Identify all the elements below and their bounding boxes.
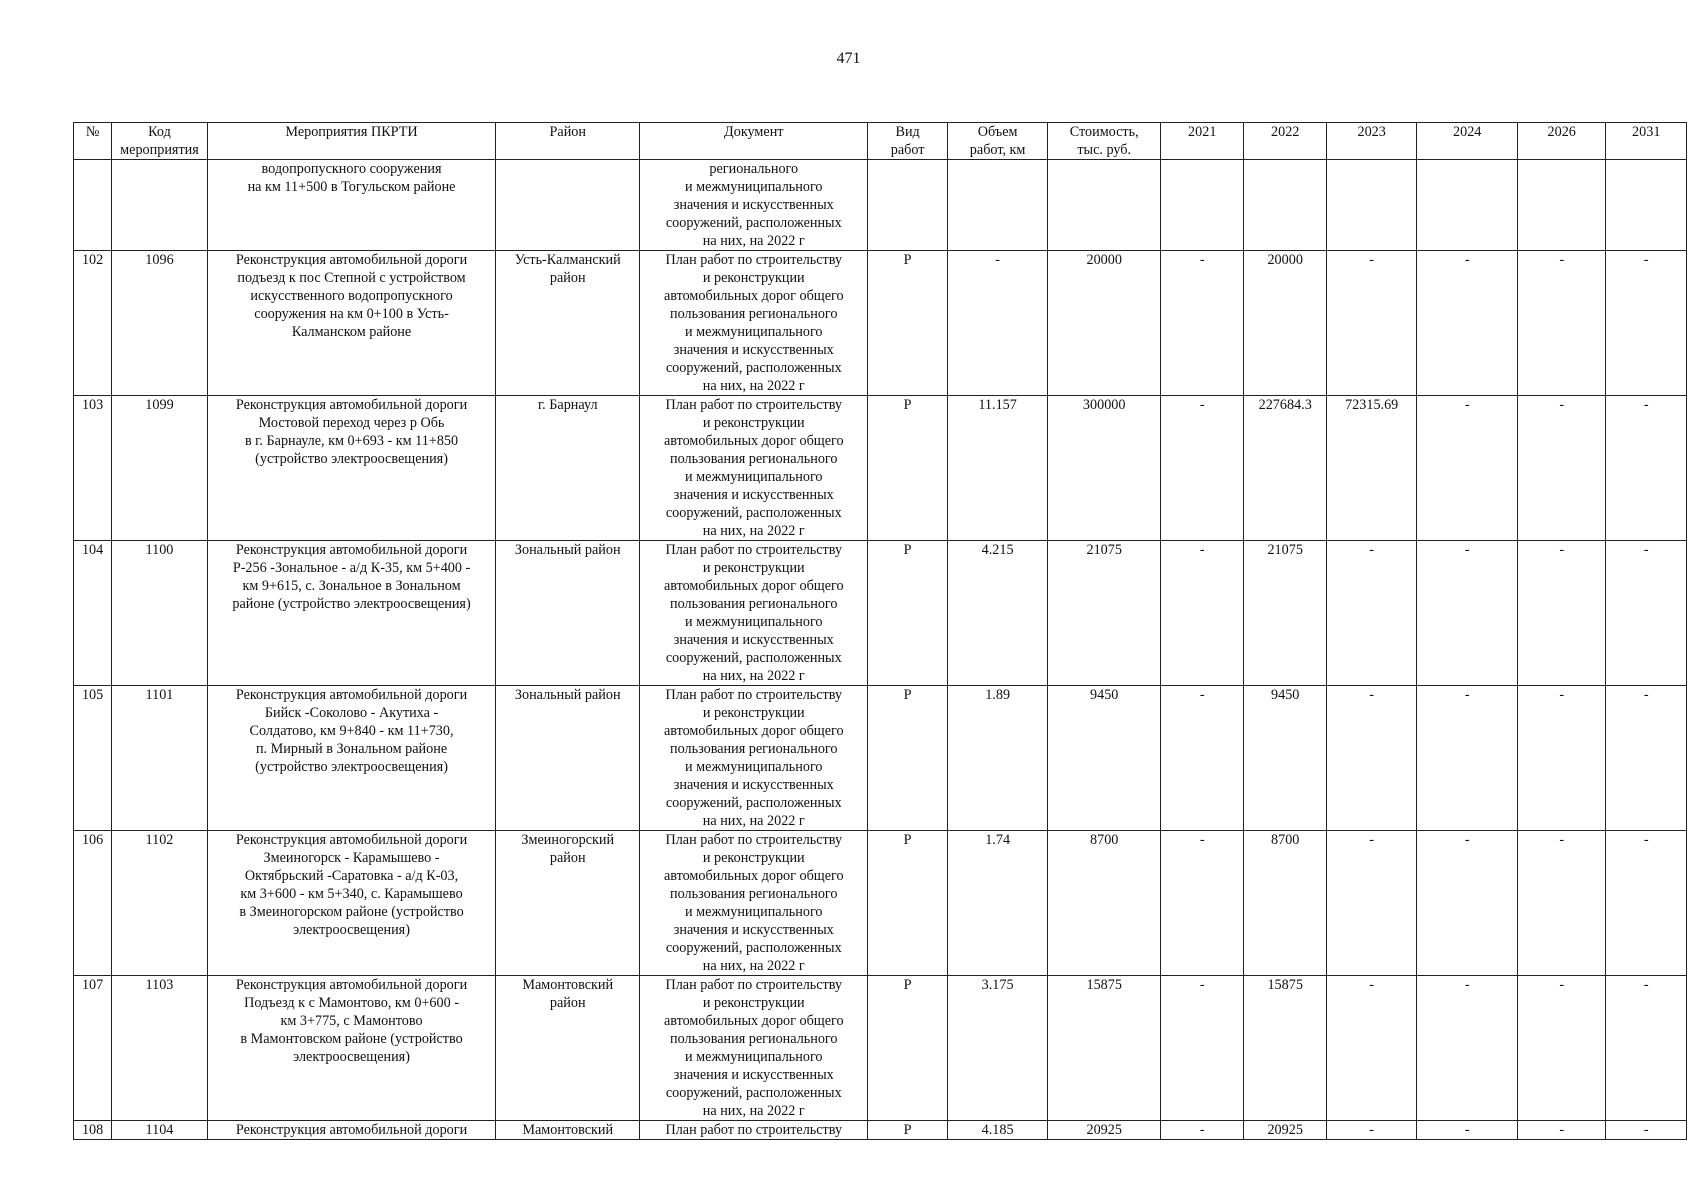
cell-2031: - xyxy=(1606,976,1687,1121)
cell-2026: - xyxy=(1517,541,1605,686)
cell-code: 1101 xyxy=(112,686,208,831)
cell-2031: - xyxy=(1606,251,1687,396)
cell-work-type: Р xyxy=(868,541,947,686)
header-volume: Объем работ, км xyxy=(947,123,1048,160)
header-2022: 2022 xyxy=(1244,123,1326,160)
cell-2023: - xyxy=(1326,541,1417,686)
cell-2031: - xyxy=(1606,541,1687,686)
cell-2023: - xyxy=(1326,976,1417,1121)
cell-work-type: Р xyxy=(868,976,947,1121)
cell-document: План работ по строительству и реконструкции автомобильных дорог общего пользования регионального и межмуниципального значения и искусственных сооружений, расположенных на них, на 2022 г xyxy=(640,831,868,976)
cell-document: План работ по строительству xyxy=(640,1121,868,1140)
cell-number: 107 xyxy=(74,976,112,1121)
cell-code: 1096 xyxy=(112,251,208,396)
cell-2023: - xyxy=(1326,831,1417,976)
cell-measure: Реконструкция автомобильной дороги Мостовой переход через р Обь в г. Барнауле, км 0+693 - км 11+850 (устройство электроосвещения) xyxy=(207,396,496,541)
cell-2031: - xyxy=(1606,1121,1687,1140)
header-2031: 2031 xyxy=(1606,123,1687,160)
cell-district: Зональный район xyxy=(496,686,640,831)
cell-cost xyxy=(1048,160,1161,251)
page-number: 471 xyxy=(836,50,861,67)
cell-number: 108 xyxy=(74,1121,112,1140)
cell-cost: 9450 xyxy=(1048,686,1161,831)
cell-2022: 20925 xyxy=(1244,1121,1326,1140)
cell-measure: Реконструкция автомобильной дороги подъезд к пос Степной с устройством искусственного водопропускного сооружения на км 0+100 в Усть- Калманском районе xyxy=(207,251,496,396)
cell-district: Мамонтовский район xyxy=(496,976,640,1121)
cell-2031: - xyxy=(1606,831,1687,976)
header-work-type: Вид работ xyxy=(868,123,947,160)
cell-2026: - xyxy=(1517,1121,1605,1140)
cell-2021: - xyxy=(1161,831,1244,976)
cell-work-type: Р xyxy=(868,251,947,396)
cell-2026: - xyxy=(1517,976,1605,1121)
header-2026: 2026 xyxy=(1517,123,1605,160)
cell-2031: - xyxy=(1606,686,1687,831)
cell-number: 102 xyxy=(74,251,112,396)
cell-code: 1100 xyxy=(112,541,208,686)
cell-2024: - xyxy=(1417,251,1518,396)
cell-2022: 9450 xyxy=(1244,686,1326,831)
cell-district: Зональный район xyxy=(496,541,640,686)
cell-2021: - xyxy=(1161,541,1244,686)
header-cost: Стоимость, тыс. руб. xyxy=(1048,123,1161,160)
cell-2022: 20000 xyxy=(1244,251,1326,396)
cell-measure: Реконструкция автомобильной дороги xyxy=(207,1121,496,1140)
table-row xyxy=(74,396,1687,541)
cell-work-type: Р xyxy=(868,1121,947,1140)
table-row xyxy=(74,251,1687,396)
cell-2026: - xyxy=(1517,831,1605,976)
cell-document: План работ по строительству и реконструкции автомобильных дорог общего пользования регионального и межмуниципального значения и искусственных сооружений, расположенных на них, на 2022 г xyxy=(640,541,868,686)
cell-measure: Реконструкция автомобильной дороги Р-256 -Зональное - а/д К-35, км 5+400 - км 9+615, с. Зональное в Зональном районе (устройство электроосвещения) xyxy=(207,541,496,686)
cell-2023: - xyxy=(1326,1121,1417,1140)
cell-volume: 11.157 xyxy=(947,396,1048,541)
cell-2021: - xyxy=(1161,1121,1244,1140)
table-header xyxy=(74,123,1687,160)
cell-work-type: Р xyxy=(868,396,947,541)
table-row xyxy=(74,831,1687,976)
cell-2024: - xyxy=(1417,686,1518,831)
cell-volume: 4.185 xyxy=(947,1121,1048,1140)
cell-2021: - xyxy=(1161,686,1244,831)
cell-volume xyxy=(947,160,1048,251)
cell-2031: - xyxy=(1606,396,1687,541)
cell-volume: 3.175 xyxy=(947,976,1048,1121)
cell-code: 1102 xyxy=(112,831,208,976)
cell-2031 xyxy=(1606,160,1687,251)
cell-2023: 72315.69 xyxy=(1326,396,1417,541)
cell-cost: 20925 xyxy=(1048,1121,1161,1140)
header-measure: Мероприятия ПКРТИ xyxy=(207,123,496,160)
cell-2026: - xyxy=(1517,396,1605,541)
cell-number xyxy=(74,160,112,251)
cell-volume: - xyxy=(947,251,1048,396)
cell-district: г. Барнаул xyxy=(496,396,640,541)
cell-volume: 1.74 xyxy=(947,831,1048,976)
cell-measure: Реконструкция автомобильной дороги Бийск -Соколово - Акутиха - Солдатово, км 9+840 - км 11+730, п. Мирный в Зональном районе (устройство электроосвещения) xyxy=(207,686,496,831)
header-document: Документ xyxy=(640,123,868,160)
cell-2022: 8700 xyxy=(1244,831,1326,976)
cell-volume: 4.215 xyxy=(947,541,1048,686)
table-row xyxy=(74,976,1687,1121)
cell-cost: 21075 xyxy=(1048,541,1161,686)
cell-number: 105 xyxy=(74,686,112,831)
cell-2023: - xyxy=(1326,251,1417,396)
table-row xyxy=(74,686,1687,831)
cell-work-type: Р xyxy=(868,686,947,831)
cell-cost: 8700 xyxy=(1048,831,1161,976)
cell-number: 106 xyxy=(74,831,112,976)
cell-cost: 15875 xyxy=(1048,976,1161,1121)
cell-volume: 1.89 xyxy=(947,686,1048,831)
header-code: Код мероприятия xyxy=(112,123,208,160)
cell-2024 xyxy=(1417,160,1518,251)
cell-2024: - xyxy=(1417,1121,1518,1140)
header-2023: 2023 xyxy=(1326,123,1417,160)
cell-document: План работ по строительству и реконструкции автомобильных дорог общего пользования регионального и межмуниципального значения и искусственных сооружений, расположенных на них, на 2022 г xyxy=(640,976,868,1121)
cell-2026: - xyxy=(1517,686,1605,831)
cell-2026 xyxy=(1517,160,1605,251)
cell-code: 1103 xyxy=(112,976,208,1121)
header-number: № xyxy=(74,123,112,160)
cell-code xyxy=(112,160,208,251)
cell-district xyxy=(496,160,640,251)
cell-2022: 227684.3 xyxy=(1244,396,1326,541)
cell-2024: - xyxy=(1417,976,1518,1121)
cell-2022: 21075 xyxy=(1244,541,1326,686)
table-row xyxy=(74,541,1687,686)
cell-2022: 15875 xyxy=(1244,976,1326,1121)
cell-measure: водопропускного сооружения на км 11+500 в Тогульском районе xyxy=(207,160,496,251)
cell-document: регионального и межмуниципального значения и искусственных сооружений, расположенных на них, на 2022 г xyxy=(640,160,868,251)
header-district: Район xyxy=(496,123,640,160)
cell-number: 103 xyxy=(74,396,112,541)
cell-2024: - xyxy=(1417,396,1518,541)
cell-2021: - xyxy=(1161,976,1244,1121)
table-row xyxy=(74,160,1687,251)
cell-district: Мамонтовский xyxy=(496,1121,640,1140)
cell-2021: - xyxy=(1161,251,1244,396)
cell-code: 1099 xyxy=(112,396,208,541)
header-2024: 2024 xyxy=(1417,123,1518,160)
cell-document: План работ по строительству и реконструкции автомобильных дорог общего пользования регионального и межмуниципального значения и искусственных сооружений, расположенных на них, на 2022 г xyxy=(640,396,868,541)
cell-document: План работ по строительству и реконструкции автомобильных дорог общего пользования регионального и межмуниципального значения и искусственных сооружений, расположенных на них, на 2022 г xyxy=(640,686,868,831)
cell-2023: - xyxy=(1326,686,1417,831)
cell-code: 1104 xyxy=(112,1121,208,1140)
cell-cost: 300000 xyxy=(1048,396,1161,541)
cell-work-type: Р xyxy=(868,831,947,976)
cell-district: Змеиногорский район xyxy=(496,831,640,976)
header-2021: 2021 xyxy=(1161,123,1244,160)
cell-2024: - xyxy=(1417,831,1518,976)
cell-number: 104 xyxy=(74,541,112,686)
cell-measure: Реконструкция автомобильной дороги Змеиногорск - Карамышево - Октябрьский -Саратовка - а/д К-03, км 3+600 - км 5+340, с. Карамышево в Змеиногорском районе (устройство электроосвещения) xyxy=(207,831,496,976)
cell-2026: - xyxy=(1517,251,1605,396)
cell-measure: Реконструкция автомобильной дороги Подъезд к с Мамонтово, км 0+600 - км 3+775, с Мамонтово в Мамонтовском районе (устройство электроосвещения) xyxy=(207,976,496,1121)
cell-2024: - xyxy=(1417,541,1518,686)
table-row xyxy=(74,1121,1687,1140)
cell-2022 xyxy=(1244,160,1326,251)
cell-2023 xyxy=(1326,160,1417,251)
cell-district: Усть-Калманский район xyxy=(496,251,640,396)
cell-document: План работ по строительству и реконструкции автомобильных дорог общего пользования регионального и межмуниципального значения и искусственных сооружений, расположенных на них, на 2022 г xyxy=(640,251,868,396)
data-table xyxy=(73,122,1687,1140)
cell-work-type xyxy=(868,160,947,251)
cell-cost: 20000 xyxy=(1048,251,1161,396)
cell-2021: - xyxy=(1161,396,1244,541)
cell-2021 xyxy=(1161,160,1244,251)
